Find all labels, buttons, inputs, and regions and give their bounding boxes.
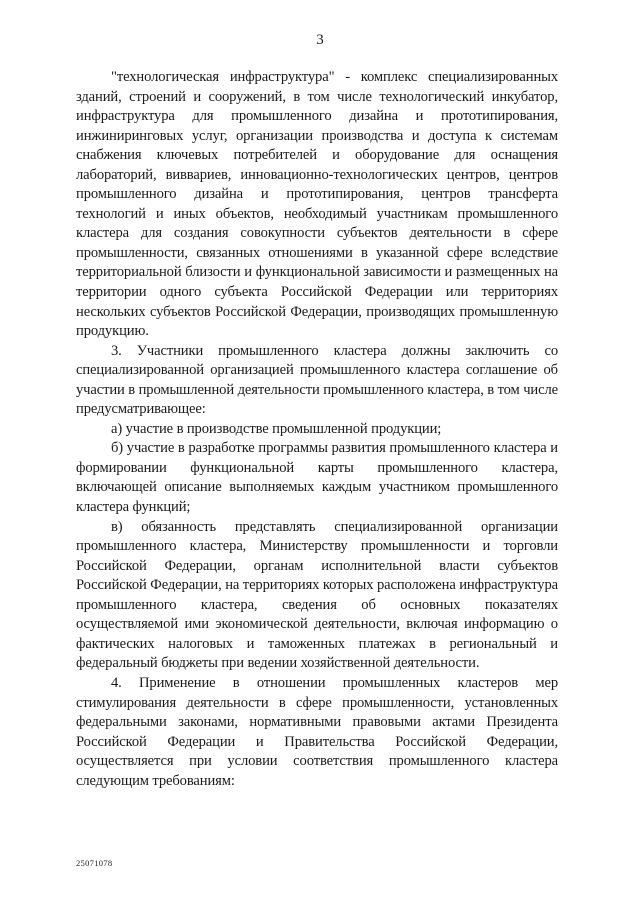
paragraph-clause-4: 4. Применение в отношении промышленных кластеров мер стимулирования деятельности в сфере промышленности, установленных федеральными законами, нормативными правовыми актами Президента Российской Федерации и Правительства Российской Федерации, осуществляется при условии соответствия промышленного кластера следующим требованиям: (76, 674, 558, 789)
paragraph-item-v: в) обязанность представлять специализированной организации промышленного кластера, Министерству промышленности и торговли Российской Федерации, органам исполнительной власти субъектов Российской Федерации, на территориях которых расположена инфраструктура промышленного кластера, сведения об основных показателях осуществляемой ими экономической деятельности, включая информацию о фактических налоговых и таможенных платежах в региональный и федеральный бюджеты при ведении хозяйственной деятельности. (76, 518, 558, 672)
document-body (76, 68, 558, 791)
paragraph-item-b: б) участие в разработке программы развития промышленного кластера и формировании функциональной карты промышленного кластера, включающей описание выполняемых каждым участником промышленного кластера функций; (76, 440, 558, 516)
document-code: 25071078 (76, 858, 113, 868)
page-number: 3 (316, 32, 324, 48)
paragraph-clause-3: 3. Участники промышленного кластера должны заключить со специализированной организацией промышленного кластера соглашение об участии в промышленной деятельности промышленного кластера, в том числе предусматривающее: (76, 342, 558, 418)
paragraph-item-a: а) участие в производстве промышленной продукции; (111, 420, 442, 437)
paragraph-technological-infrastructure: "технологическая инфраструктура" - комплекс специализированных зданий, строений и сооружений, в том числе технологический инкубатор, инфраструктура для промышленного дизайна и прототипирования, инжиниринговых услуг, организации производства и доступа к системам снабжения ключевых потребителей и оборудование для оснащения лабораторий, виввариев, инновационно-технологических центров, центров промышленного дизайна и прототипирования, центров трансферта технологий и иных объектов, необходимый участникам промышленного кластера для создания совокупности субъектов деятельности в сфере промышленности, связанных отношениями в указанной сфере вследствие территориальной близости и функциональной зависимости и размещенных на территории одного субъекта Российской Федерации или территориях нескольких субъектов Российской Федерации, производящих промышленную продукцию. (76, 69, 558, 340)
